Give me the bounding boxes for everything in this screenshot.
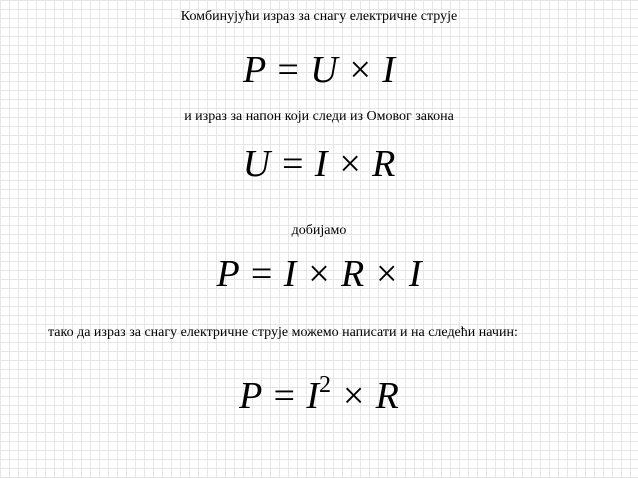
formula-power-squared [0, 374, 638, 423]
formula-voltage: U = I × R [242, 143, 396, 185]
formula-power: P = U × I [243, 49, 395, 91]
exponent: 2 [318, 372, 331, 398]
formula-power-expanded: P = I × R × I [216, 253, 422, 295]
formula-power-squared-rest: × R [330, 375, 399, 417]
result-text: добијамо [291, 223, 347, 238]
formula-power-squared-base: P = I [239, 375, 319, 417]
ohm-law-text: и израз за напон који следи из Омовог закона [184, 109, 454, 124]
conclusion-text: тако да израз за снагу електричне струје можемо написати и на следећи начин: [48, 325, 518, 340]
intro-text: Комбинујући израз за снагу електричне струје [180, 9, 458, 24]
